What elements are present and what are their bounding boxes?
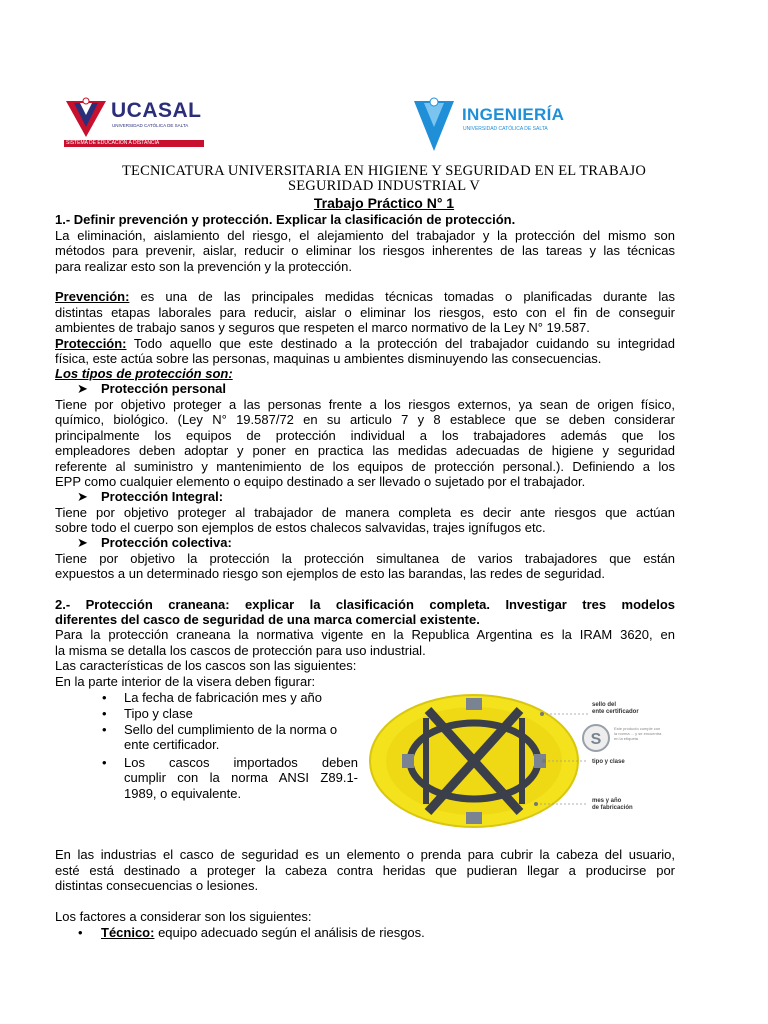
helmet-illustration	[366, 688, 678, 834]
paragraph-line: expuestos a un determinado riesgo son ejemplos de esto las barandas, las redes de seguridad.	[55, 566, 605, 581]
subheading-integral: Protección Integral:	[101, 489, 224, 504]
paragraph-line: ambientes de trabajo sanos y seguros que respeten el marco normativo de la Ley N° 19.587.	[55, 320, 590, 335]
callout-date-label: de fabricación	[592, 805, 633, 811]
arrow-bullet-icon: ➤	[77, 381, 88, 396]
list-item-cont: ente certificador.	[124, 737, 220, 752]
paragraph-line: Las características de los cascos son las siguientes:	[55, 658, 357, 673]
ucasal-shield-icon	[64, 97, 108, 141]
seal-text-line: Este producto cumple con	[614, 726, 661, 731]
subheading-colectiva: Protección colectiva:	[101, 535, 232, 550]
bullet-icon: •	[102, 722, 107, 737]
paragraph-line: Tiene por objetivo proteger a las personas frente a los riesgos externos, ya sean de origen físico,	[55, 397, 675, 412]
paragraph-line: Tiene por objetivo la protección la protección simultanea de varios trabajadores que están	[55, 551, 675, 566]
list-item: Sello del cumplimiento de la norma o	[124, 722, 338, 737]
proteccion-text: Todo aquello que este destinado a la protección del trabajador cuidando su integridad	[126, 336, 675, 351]
paragraph-line: métodos para prevenir, aislar, reducir o eliminar los riesgos inherentes de las tareas y las técnicas	[55, 243, 675, 258]
paragraph-line: física, este actúa sobre las personas, maquinas u ambientes disminuyendo las consecuencias.	[55, 351, 602, 366]
prevencion-line	[55, 289, 675, 304]
paragraph-line: Tiene por objetivo proteger al trabajador de manera completa es decir ante riesgos que actúan	[55, 505, 675, 520]
paragraph-line: Para la protección craneana la normativa vigente en la Republica Argentina es la IRAM 3620, en	[55, 627, 675, 642]
arrow-bullet-icon: ➤	[77, 535, 88, 550]
paragraph-line: la misma se detalla los cascos de protección para uso industrial.	[55, 643, 426, 658]
list-item: La fecha de fabricación mes y año	[124, 690, 323, 705]
callout-seal-label: ente certificador	[592, 709, 639, 715]
bullet-icon: •	[102, 706, 107, 721]
factors-intro: Los factores a considerar son los siguientes:	[55, 909, 312, 924]
helmet-image	[366, 688, 678, 834]
factor-tecnico-text: equipo adecuado según el análisis de riesgos.	[154, 925, 425, 940]
paragraph-line: esté está destinado a proteger la cabeza contra heridas que pudieran llegar a producirse por	[55, 863, 675, 878]
factor-tecnico-term: Técnico:	[101, 925, 155, 940]
bullet-icon: •	[102, 755, 107, 770]
paragraph-line: distintas consecuencias o lesiones.	[55, 878, 259, 893]
ingenieria-shield-icon	[412, 97, 456, 153]
callout-seal-label: sello del	[592, 702, 617, 708]
paragraph-line: EPP como cualquier elemento o equipo destinado a ser llevado o sujetado por el trabajador.	[55, 474, 586, 489]
factor-tecnico	[101, 925, 501, 940]
paragraph-line: principalmente los equipos de protección individual a los trabajadores además que los	[55, 428, 675, 443]
paragraph-line: sobre todo el cuerpo son ejemplos de estos chalecos salvavidas, trajes ignífugos etc.	[55, 520, 546, 535]
ingenieria-subtitle: UNIVERSIDAD CATÓLICA DE SALTA	[463, 126, 548, 132]
career-title: TECNICATURA UNIVERSITARIA EN HIGIENE Y SEGURIDAD EN EL TRABAJO	[121, 163, 647, 179]
ucasal-subtitle: UNIVERSIDAD CATÓLICA DE SALTA	[112, 123, 189, 128]
callout-type-label: tipo y clase	[592, 759, 625, 765]
paragraph-line: En la parte interior de la visera deben figurar:	[55, 674, 316, 689]
assignment-title: Trabajo Práctico N° 1	[313, 195, 455, 211]
svg-text:S: S	[590, 731, 602, 748]
course-title: SEGURIDAD INDUSTRIAL V	[287, 178, 481, 194]
question-2-cont: diferentes del casco de seguridad de una marca comercial existente.	[55, 612, 480, 627]
prevencion-term: Prevención:	[55, 289, 130, 304]
paragraph-line: En las industrias el casco de seguridad es un elemento o prenda para cubrir la cabeza del usuario,	[55, 847, 675, 862]
bullet-icon: •	[78, 925, 83, 940]
seal-text-line: en la etiqueta	[614, 736, 639, 741]
callout-date-label: mes y año	[592, 798, 622, 804]
prevencion-text: es una de las principales medidas técnicas tomadas o planificadas durante las	[129, 289, 675, 304]
tipos-heading: Los tipos de protección son:	[55, 366, 233, 381]
bullet-icon: •	[102, 690, 107, 705]
list-item-cont: cumplir con la norma ANSI Z89.1-	[124, 770, 358, 785]
ingenieria-name: INGENIERÍA	[462, 105, 565, 124]
proteccion-line	[55, 336, 675, 351]
paragraph-line: para realizar esto son la prevención y la protección.	[55, 259, 352, 274]
paragraph-line: referente al suministro y mantenimiento de los equipos de protección personal.). Definiendo a los	[55, 459, 675, 474]
list-item: Los cascos importados deben	[124, 755, 358, 770]
paragraph-line: La eliminación, aislamiento del riesgo, el alejamiento del trabajador y la protección del mismo son	[55, 228, 675, 243]
list-item: Tipo y clase	[124, 706, 193, 721]
ucasal-name: UCASAL	[111, 99, 202, 122]
question-2: 2.- Protección craneana: explicar la clasificación completa. Investigar tres modelos	[55, 597, 675, 612]
list-item-cont: 1989, o equivalente.	[124, 786, 242, 801]
question-1: 1.- Definir prevención y protección. Explicar la clasificación de protección.	[55, 212, 516, 227]
ucasal-logo	[64, 95, 214, 155]
subheading-personal: Protección personal	[101, 381, 226, 396]
paragraph-line: químico, biológico. (Ley N° 19.587/72 en su articulo 7 y 8 establece que se deben considerar	[55, 412, 675, 427]
ingenieria-logo	[412, 95, 582, 155]
paragraph-line: distintas etapas laborales para reducir, aislar o eliminar los riesgos, esto con el fin de conseguir	[55, 305, 675, 320]
arrow-bullet-icon: ➤	[77, 489, 88, 504]
seal-text-line: la norma ... y se encuentra	[614, 731, 662, 736]
paragraph-line: empleadores deben adoptar y poner en practica las medidas adecuadas de higiene y seguridad	[55, 443, 675, 458]
ucasal-band: SISTEMA DE EDUCACIÓN A DISTANCIA	[64, 140, 204, 147]
proteccion-term: Protección:	[55, 336, 127, 351]
